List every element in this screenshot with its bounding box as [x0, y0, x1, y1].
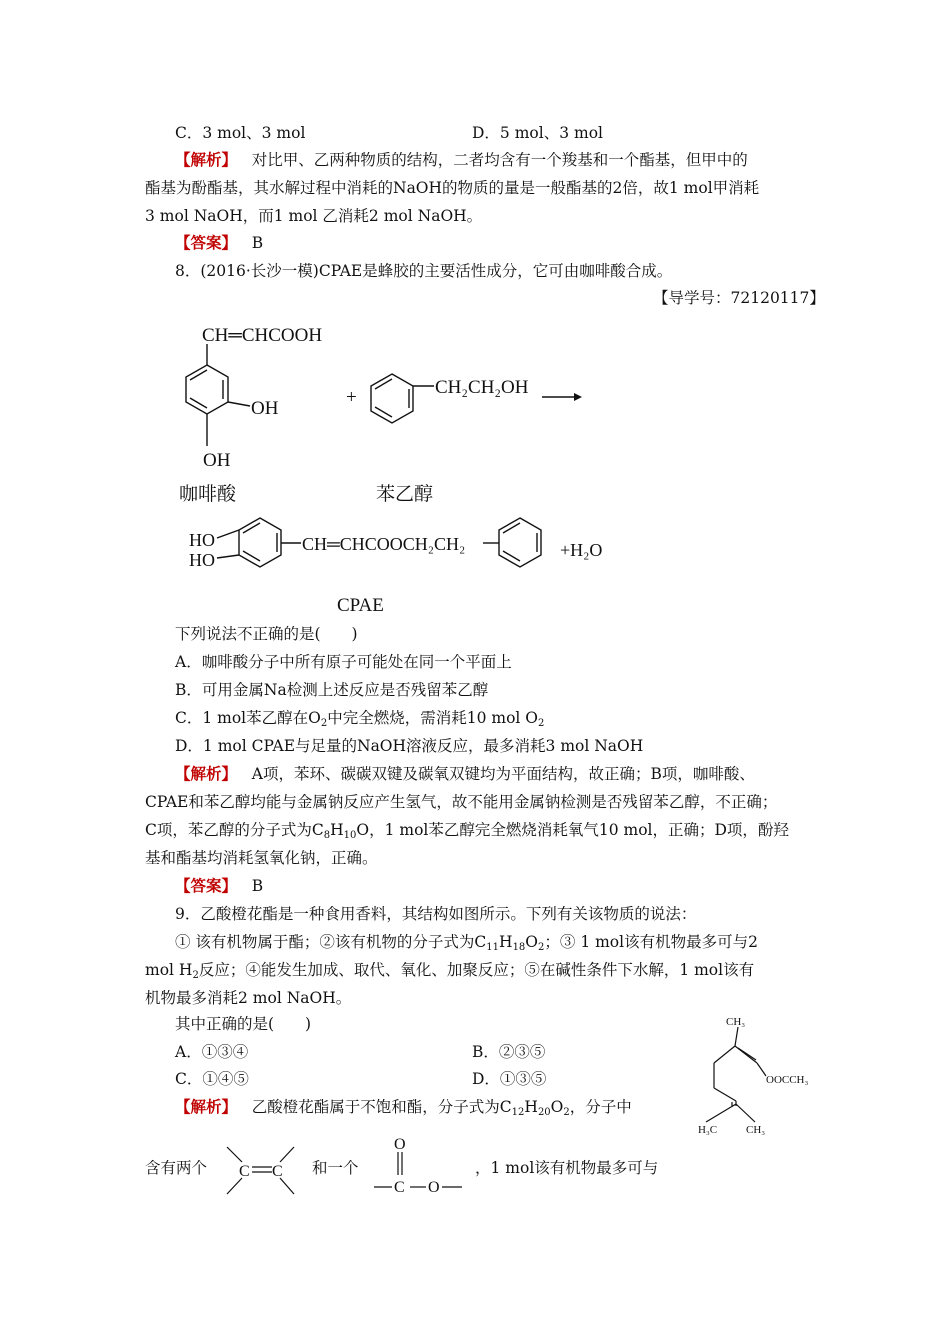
- q9-option-c: C．①④⑤: [175, 1070, 249, 1088]
- q7-option-d: D．5 mol、3 mol: [472, 124, 603, 142]
- q9-option-a: A．①③④: [175, 1043, 249, 1061]
- cpae-ho-lower: HO: [189, 550, 215, 570]
- subscript: 12: [511, 1107, 525, 1118]
- cc-carbon-right: C: [272, 1163, 283, 1180]
- q8-prompt: 下列说法不正确的是( ): [175, 625, 358, 643]
- q9-prompt: 其中正确的是( ): [175, 1015, 312, 1033]
- caffeic-acid-name: 咖啡酸: [179, 484, 237, 505]
- q8-option-b: B．可用金属Na检测上述反应是否残留苯乙醇: [175, 681, 489, 699]
- q9-statement-line2: [145, 960, 754, 980]
- q8-answer-value: B: [251, 877, 264, 895]
- q8-option-c: [175, 708, 544, 728]
- q7-analysis-line3: 3 mol NaOH，而1 mol 乙消耗2 mol NaOH。: [145, 207, 483, 225]
- ester-carbon: C: [394, 1179, 405, 1196]
- q8-option-a: A．咖啡酸分子中所有原子可能处在同一个平面上: [175, 653, 512, 671]
- ester-group-fragment: [370, 1132, 470, 1198]
- ester-oxygen: O: [428, 1179, 440, 1196]
- q9-analysis-text1: 乙酸橙花酯属于不饱和酯，分子式为C: [251, 1098, 512, 1116]
- water-product: +H₂O: [560, 540, 603, 560]
- q9-analysis-text1b: ，分子中: [569, 1098, 632, 1116]
- phenethyl-alcohol-name: 苯乙醇: [376, 484, 434, 505]
- caffeic-acid-structure: [186, 344, 250, 446]
- subscript: 2: [538, 942, 545, 953]
- analysis-tag: 【解析】: [175, 1097, 238, 1116]
- q8-analysis-line1: [175, 764, 755, 784]
- subscript: 18: [512, 942, 526, 953]
- q8-analysis-line4: 基和酯基均消耗氢氧化钠，正确。: [145, 849, 378, 867]
- q7-analysis-line2: 酯基为酚酯基，其水解过程中消耗的NaOH的物质的量是一般酯基的2倍，故1 mol甲消耗: [145, 179, 760, 197]
- q8-guide-number: 【导学号：72120117】: [653, 289, 825, 307]
- reaction-arrow: [542, 393, 582, 401]
- q9-analysis-line2-mid: 和一个: [312, 1159, 359, 1177]
- phenethyl-chain: CH₂CH₂OH: [435, 377, 529, 398]
- cpae-name: CPAE: [337, 595, 384, 616]
- q9-l2-text2: 反应；④能发生加成、取代、氧化、加聚反应；⑤在碱性条件下水解，1 mol该有: [198, 961, 755, 979]
- caffeic-oh-meta: OH: [251, 398, 279, 419]
- cc-double-bond-fragment: [222, 1142, 302, 1202]
- cpae-ho-upper: HO: [189, 530, 215, 550]
- q9-option-b: B．②③⑤: [472, 1043, 546, 1061]
- element-h: H: [499, 933, 513, 951]
- subscript: 2: [192, 970, 199, 981]
- q8-analysis-line2: CPAE和苯乙醇均能与金属钠反应产生氢气，故不能用金属钠检测是否残留苯乙醇，不正确；: [145, 793, 778, 811]
- subscript: 10: [343, 830, 357, 841]
- q8-analysis-line3: [145, 820, 789, 840]
- element-h: H: [330, 821, 344, 839]
- q8-option-c-text1: C．1 mol苯乙醇在O: [175, 709, 321, 727]
- q7-analysis-text1: 对比甲、乙两种物质的结构，二者均含有一个羧基和一个酯基，但甲中的: [251, 151, 748, 169]
- q7-option-c: C．3 mol、3 mol: [175, 124, 306, 142]
- q7-answer: [175, 233, 263, 253]
- cpae-chain: CH═CHCOOCH₂CH₂: [302, 534, 466, 554]
- phenethyl-alcohol-structure: [371, 374, 434, 423]
- subscript: 2: [320, 718, 328, 729]
- oocch3-label: OOCCH₃: [766, 1074, 809, 1086]
- subscript: 2: [538, 718, 545, 729]
- ch3-top-label: CH₃: [726, 1016, 746, 1028]
- element-h: H: [524, 1098, 538, 1116]
- subscript: 11: [486, 942, 500, 953]
- q8-stem: 8．(2016·长沙一模)CPAE是蜂胶的主要活性成分，它可由咖啡酸合成。: [175, 262, 673, 280]
- caffeic-chain: CH═CHCOOH: [202, 325, 323, 346]
- q8-option-c-text2: 中完全燃烧，需消耗10 mol O: [327, 709, 538, 727]
- q9-statement-line3: 机物最多消耗2 mol NaOH。: [145, 989, 352, 1007]
- plus-sign: +: [346, 387, 357, 408]
- q7-answer-value: B: [251, 234, 264, 252]
- cc-carbon-left: C: [239, 1163, 250, 1180]
- q8-answer: [175, 876, 263, 896]
- q8-analysis-text1: A项，苯环、碳碳双键及碳氧双键均为平面结构，故正确；B项，咖啡酸、: [251, 765, 755, 783]
- q9-statement-line1: [175, 932, 758, 952]
- q9-analysis-line1: [175, 1097, 632, 1117]
- reaction-scheme: [170, 318, 640, 618]
- subscript: 2: [563, 1107, 570, 1118]
- q9-stem: 9．乙酸橙花酯是一种食用香料，其结构如图所示。下列有关该物质的说法：: [175, 905, 697, 923]
- q8-analysis-text3a: C项，苯乙醇的分子式为C: [145, 821, 324, 839]
- q9-analysis-line2-post: ，1 mol该有机物最多可与: [475, 1159, 659, 1177]
- h3c-label: H₃C: [698, 1124, 718, 1136]
- analysis-tag: 【解析】: [175, 764, 238, 783]
- caffeic-oh-para: OH: [203, 450, 231, 471]
- answer-tag: 【答案】: [175, 233, 238, 252]
- q9-l2-text: mol H: [145, 961, 193, 979]
- q9-option-d: D．①③⑤: [472, 1070, 547, 1088]
- q9-analysis-line2-pre: 含有两个: [145, 1159, 208, 1177]
- q7-analysis-line1: [175, 150, 748, 170]
- ester-carbonyl-oxygen: O: [394, 1136, 406, 1153]
- neryl-acetate-structure: [690, 1010, 850, 1140]
- subscript: 8: [323, 830, 331, 841]
- subscript: 20: [537, 1107, 551, 1118]
- analysis-tag: 【解析】: [175, 150, 238, 169]
- answer-tag: 【答案】: [175, 876, 238, 895]
- q8-analysis-text3b: O，1 mol苯乙醇完全燃烧消耗氧气10 mol，正确；D项，酚羟: [356, 821, 789, 839]
- q9-l1-text2: ；③ 1 mol该有机物最多可与2: [544, 933, 758, 951]
- ch3-bottom-label: CH₃: [746, 1124, 766, 1136]
- q9-l1-text: ① 该有机物属于酯；②该有机物的分子式为C: [175, 933, 487, 951]
- element-o: O: [525, 933, 539, 951]
- q8-option-d: D．1 mol CPAE与足量的NaOH溶液反应，最多消耗3 mol NaOH: [175, 737, 644, 755]
- element-o: O: [550, 1098, 564, 1116]
